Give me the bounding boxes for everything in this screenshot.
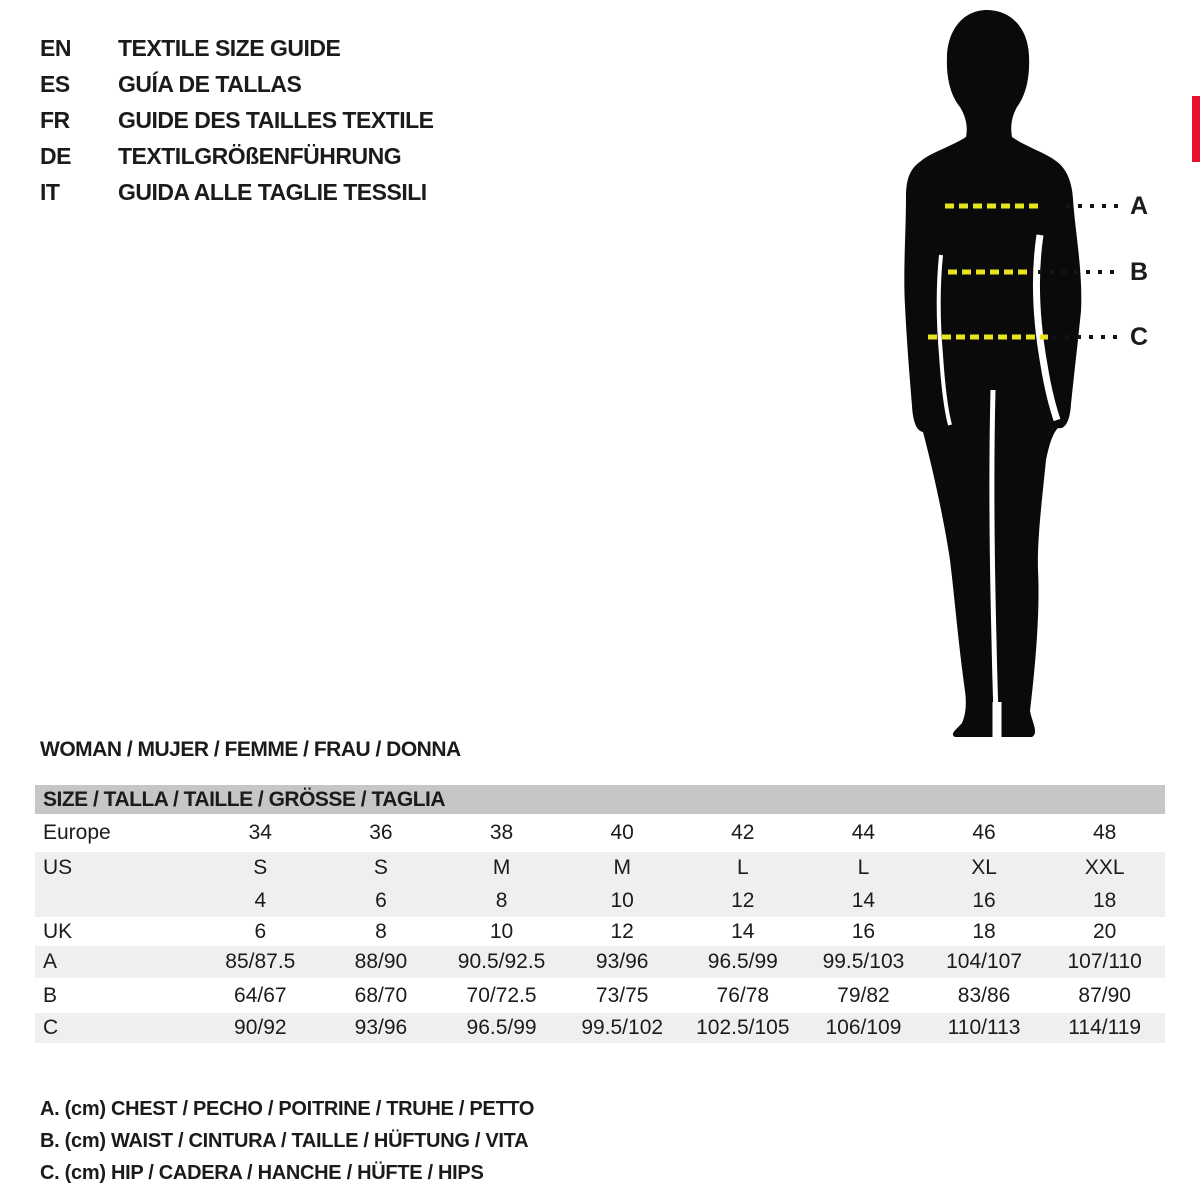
row-label: US [43, 856, 73, 879]
guide-title: GUIDA ALLE TAGLIE TESSILI [118, 178, 427, 205]
size-cell: 6 [254, 919, 267, 943]
language-code: ES [40, 70, 70, 97]
size-cell: 104/107 [946, 950, 1023, 973]
size-cell: 12 [731, 888, 755, 912]
size-cell: 99.5/102 [581, 1016, 664, 1039]
guide-title: GUIDE DES TAILLES TEXTILE [118, 106, 434, 133]
woman-silhouette-figure [880, 0, 1140, 760]
table-row-us [35, 852, 1165, 884]
size-cell: 36 [369, 821, 393, 844]
size-cell: 6 [375, 888, 387, 912]
size-cell: 88/90 [354, 950, 408, 973]
row-label: UK [43, 919, 73, 943]
size-cell: 106/109 [825, 1016, 902, 1039]
size-cell: 73/75 [595, 983, 649, 1007]
size-cell: 68/70 [354, 983, 408, 1007]
marker-label-b: B [1129, 258, 1149, 286]
size-cell: 96.5/99 [466, 1016, 537, 1039]
size-cell: L [736, 856, 749, 879]
size-cell: 99.5/103 [822, 950, 905, 973]
size-cell: 18 [1093, 888, 1117, 912]
size-cell: 90/92 [234, 1016, 287, 1039]
size-cell: XL [971, 856, 997, 879]
title-row-it [40, 174, 434, 210]
size-cell: 14 [731, 919, 755, 943]
size-cell: 83/86 [957, 983, 1011, 1007]
size-cell: XXL [1084, 856, 1125, 879]
size-cell: 4 [254, 888, 267, 912]
marker-label-a: A [1129, 192, 1149, 220]
guide-title: TEXTILE SIZE GUIDE [118, 34, 341, 61]
language-code: IT [40, 178, 60, 205]
table-header-bar: SIZE / TALLA / TAILLE / GRÖSSE / TAGLIA [35, 785, 1165, 814]
size-cell: M [613, 856, 631, 879]
row-label: A [43, 950, 58, 973]
size-cell: 44 [851, 821, 876, 844]
red-edge-mark [1192, 96, 1200, 162]
size-cell: 10 [610, 888, 634, 912]
size-cell: 87/90 [1078, 983, 1131, 1007]
size-cell: L [857, 856, 870, 879]
size-cell: 14 [851, 888, 876, 912]
row-label: B [43, 983, 58, 1007]
size-cell: 34 [248, 821, 272, 844]
size-cell: M [492, 856, 511, 879]
size-cell: 70/72.5 [466, 983, 537, 1007]
title-row-de [40, 138, 434, 174]
table-row-waist-b [35, 978, 1165, 1013]
size-cell: 114/119 [1068, 1016, 1142, 1039]
section-heading-woman: WOMAN / MUJER / FEMME / FRAU / DONNA [40, 738, 461, 761]
size-cell: 96.5/99 [707, 950, 778, 973]
size-cell: 8 [375, 919, 387, 943]
language-code: EN [40, 34, 71, 61]
size-cell: 8 [495, 888, 508, 912]
size-cell: 76/78 [716, 983, 770, 1007]
size-cell: 46 [972, 821, 996, 844]
size-cell: 64/67 [234, 983, 287, 1007]
table-row-europe [35, 814, 1165, 852]
table-row-hip-c [35, 1013, 1165, 1043]
size-cell: 40 [610, 821, 634, 844]
size-cell: 93/96 [354, 1016, 408, 1039]
title-row-en [40, 30, 434, 66]
size-cell: 42 [731, 821, 755, 844]
size-cell: 102.5/105 [696, 1016, 790, 1039]
size-cell: 93/96 [595, 950, 649, 973]
row-label: Europe [43, 821, 111, 844]
table-row-chest-a [35, 946, 1165, 978]
size-cell: 85/87.5 [225, 950, 296, 973]
size-cell: 12 [610, 919, 634, 943]
size-cell: 79/82 [837, 983, 890, 1007]
size-cell: 20 [1093, 919, 1117, 943]
size-cell: 48 [1093, 821, 1117, 844]
legend-waist: B. (cm) WAIST / CINTURA / TAILLE / HÜFTUNG / VITA [40, 1129, 529, 1152]
language-code: DE [40, 142, 71, 169]
table-row-uk [35, 917, 1165, 946]
language-code: FR [40, 106, 70, 133]
title-row-es [40, 66, 434, 102]
size-cell: 90.5/92.5 [457, 950, 546, 973]
size-cell: 110/113 [947, 1016, 1021, 1039]
table-row-us-numeric [35, 884, 1165, 917]
row-label: C [43, 1016, 59, 1039]
legend-hip: C. (cm) HIP / CADERA / HANCHE / HÜFTE / HIPS [40, 1161, 484, 1184]
size-table [35, 785, 1165, 1043]
guide-title: TEXTILGRÖßENFÜHRUNG [118, 142, 402, 169]
size-cell: S [253, 856, 268, 879]
size-cell: 16 [972, 888, 996, 912]
size-cell: S [373, 856, 388, 879]
guide-title: GUÍA DE TALLAS [118, 70, 302, 97]
legend-chest: A. (cm) CHEST / PECHO / POITRINE / TRUHE / PETTO [40, 1097, 535, 1120]
title-row-fr [40, 102, 434, 138]
size-cell: 10 [489, 919, 514, 943]
size-cell: 18 [972, 919, 996, 943]
marker-label-c: C [1129, 323, 1149, 351]
title-language-block [40, 30, 434, 210]
size-cell: 38 [489, 821, 514, 844]
measurement-legend [40, 1093, 534, 1189]
size-cell: 107/110 [1067, 950, 1142, 973]
size-cell: 16 [851, 919, 876, 943]
